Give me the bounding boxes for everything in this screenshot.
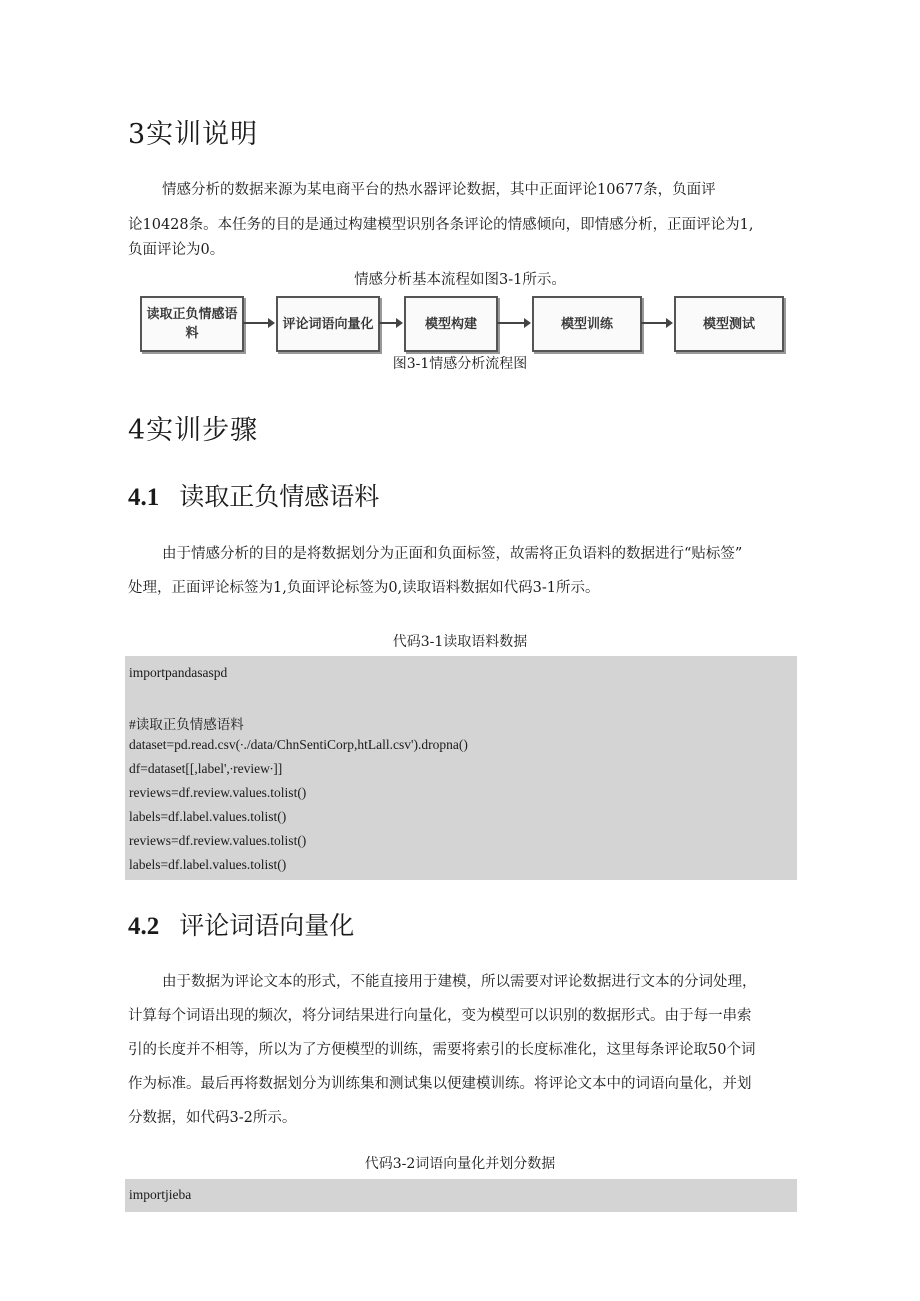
flow-arrow-4 <box>641 322 671 324</box>
section-4-1-number: 4.1 <box>128 484 160 511</box>
flow-arrow-2 <box>379 322 401 324</box>
section-4-1-para-line-2: 处理，正面评论标签为1,负面评论标签为0,读取语料数据如代码3-1所示。 <box>128 580 600 596</box>
section-3-para-line-1: 情感分析的数据来源为某电商平台的热水器评论数据，其中正面评论10677条，负面评 <box>162 182 716 198</box>
section-3-para-line-2: 论10428条。本任务的目的是通过构建模型识别各条评论的情感倾向，即情感分析，正面评论为1, <box>128 217 754 233</box>
section-4-2-para-line-1: 由于数据为评论文本的形式，不能直接用于建模，所以需要对评论数据进行文本的分词处理， <box>162 974 757 990</box>
code-line: #读取正负情感语料 <box>129 717 244 732</box>
section-4-1-heading <box>128 477 379 513</box>
code-3-2-caption: 代码3-2词语向量化并划分数据 <box>364 1156 556 1172</box>
section-4-2-title: 评论词语向量化 <box>179 911 355 940</box>
flow-step-train-model: 模型训练 <box>532 296 642 352</box>
code-block-3-1 <box>125 656 797 880</box>
section-3-heading: 3实训说明 <box>128 119 259 150</box>
section-4-heading: 4实训步骤 <box>128 415 259 446</box>
flow-arrow-3 <box>497 322 529 324</box>
code-3-1-caption: 代码3-1读取语料数据 <box>392 634 528 650</box>
flow-arrow-1 <box>243 322 273 324</box>
section-4-2-number: 4.2 <box>128 913 160 940</box>
section-4-2-para-line-4: 作为标准。最后再将数据划分为训练集和测试集以便建模训练。将评论文本中的词语向量化，并划 <box>128 1076 752 1092</box>
section-3-para-line-3: 负面评论为0。 <box>128 242 225 258</box>
flow-step-vectorize: 评论词语向量化 <box>276 296 380 352</box>
figure-caption: 图3-1情感分析流程图 <box>392 356 528 372</box>
section-4-2-heading <box>128 906 354 942</box>
flow-step-read-corpus: 读取正负情感语料 <box>140 296 244 352</box>
flow-intro: 情感分析基本流程如图3-1所示。 <box>354 272 566 288</box>
section-4-1-title: 读取正负情感语料 <box>179 482 380 511</box>
flow-step-build-model: 模型构建 <box>404 296 498 352</box>
code-line: dataset=pd.read.csv(∙./data/ChnSentiCorp,htLall.csv').dropna() <box>129 737 468 752</box>
code-line: df=dataset[[,label',∙review∙]] <box>129 761 283 776</box>
code-line: reviews=df.review.values.tolist() <box>129 785 307 800</box>
code-block-3-2 <box>125 1179 797 1212</box>
section-4-1-para-line-1: 由于情感分析的目的是将数据划分为正面和负面标签，故需将正负语料的数据进行“贴标签” <box>162 546 743 562</box>
flow-step-test-model: 模型测试 <box>674 296 784 352</box>
code-line: labels=df.label.values.tolist() <box>129 857 287 872</box>
section-4-2-para-line-3: 引的长度并不相等，所以为了方便模型的训练，需要将索引的长度标准化，这里每条评论取50个词 <box>128 1042 756 1058</box>
section-4-2-para-line-2: 计算每个词语出现的频次，将分词结果进行向量化，变为模型可以识别的数据形式。由于每一串索 <box>128 1008 752 1024</box>
code-line: importpandasaspd <box>129 665 228 680</box>
code-line: importjieba <box>129 1187 192 1202</box>
section-4-2-para-line-5: 分数据，如代码3-2所示。 <box>128 1110 297 1126</box>
code-line: reviews=df.review.values.tolist() <box>129 833 307 848</box>
code-line: labels=df.label.values.tolist() <box>129 809 287 824</box>
